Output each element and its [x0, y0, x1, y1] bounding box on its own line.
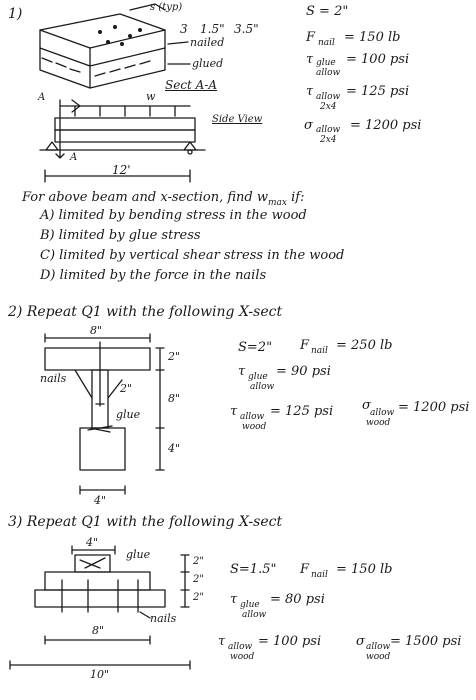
- q1-prompt-subscript: max: [267, 198, 287, 208]
- q2-sigma-value: = 1200 psi: [398, 400, 470, 415]
- q1-glue-value: = 100 psi: [346, 52, 410, 67]
- q1-item-a: A) limited by bending stress in the wood: [40, 208, 307, 223]
- q2-glue-label: glue: [116, 408, 141, 421]
- q2-cross-section: [45, 334, 164, 494]
- q2-bottom-width: 4": [94, 494, 107, 507]
- q1-section-mark-bottom: A: [70, 152, 78, 163]
- q3-sigma-subscript-2: wood: [366, 652, 391, 662]
- q1-dim-b: 1.5": [200, 22, 225, 36]
- q1-section-mark-top: A: [38, 92, 46, 103]
- q3-nails-label: nails: [150, 612, 177, 625]
- q3-spacing: S=1.5": [230, 562, 277, 577]
- q3-mid-width: 8": [92, 624, 105, 637]
- q3-bottom-width: 10": [90, 668, 110, 681]
- q1-load-w: w: [146, 90, 156, 103]
- q1-glue-subscript: glue: [316, 58, 336, 68]
- q3-tau-subscript-2: wood: [230, 652, 255, 662]
- q2-tau-value: = 125 psi: [270, 404, 334, 419]
- q3-cross-section: [10, 546, 190, 669]
- q2-sigma-subscript-2: wood: [366, 418, 391, 428]
- q2-fnail-value: = 250 lb: [336, 338, 393, 353]
- q1-item-d: D) limited by the force in the nails: [40, 268, 267, 283]
- q2-tau-symbol: τ: [230, 404, 238, 419]
- q1-sigma-symbol: σ: [304, 118, 313, 133]
- q1-sigma-subscript: allow: [316, 125, 341, 135]
- q1-nailed-label: nailed: [190, 36, 225, 49]
- q2-glue-subscript: glue: [248, 372, 268, 382]
- q1-item-c: C) limited by vertical shear stress in the wood: [40, 248, 345, 263]
- q2-glue-symbol: τ: [238, 364, 246, 379]
- q3-tau-subscript: allow: [228, 642, 253, 652]
- q3-depth-2: 2": [193, 574, 204, 585]
- q3-sigma-symbol: σ: [356, 634, 365, 649]
- q3-depth-1: 2": [193, 556, 204, 567]
- q2-nails-label: nails: [40, 372, 67, 385]
- q1-glued-label: glued: [192, 57, 224, 70]
- q1-tau-value: = 125 psi: [346, 84, 410, 99]
- q3-depth-3: 2": [193, 592, 204, 603]
- q3-sigma-value: = 1500 psi: [390, 634, 462, 649]
- q2-tau-subscript-2: wood: [242, 422, 267, 432]
- q3-fnail-symbol: F: [300, 562, 310, 577]
- q1-item-b: B) limited by glue stress: [40, 228, 201, 243]
- q1-sigma-subscript-2: 2x4: [320, 135, 337, 145]
- q1-isometric-beam: [40, 4, 190, 88]
- q2-web-thickness: 2": [120, 382, 133, 395]
- q3-sigma-subscript: allow: [366, 642, 391, 652]
- q1-prompt: [22, 190, 305, 208]
- q2-fnail-symbol: F: [300, 338, 310, 353]
- q1-dim-a: 3: [180, 22, 188, 36]
- q1-prompt-text: For above beam and x-section, find w: [22, 190, 268, 205]
- q3-fnail-subscript: nail: [311, 570, 328, 580]
- q1-dim-c: 3.5": [234, 22, 259, 36]
- q3-tau-symbol: τ: [218, 634, 226, 649]
- q1-tau-subscript: allow: [316, 92, 341, 102]
- q3-glue-subscript: glue: [240, 600, 260, 610]
- q3-fnail-value: = 150 lb: [336, 562, 393, 577]
- q1-fnail-subscript: nail: [318, 38, 335, 48]
- q2-tau-subscript: allow: [240, 412, 265, 422]
- q1-spacing-label: s (typ): [150, 2, 183, 13]
- q1-glue-subscript-2: allow: [316, 68, 341, 78]
- q1-glue-symbol: τ: [306, 52, 314, 67]
- q3-top-width: 4": [86, 536, 99, 549]
- q2-fnail-subscript: nail: [311, 346, 328, 356]
- q1-side-view-label: Side View: [212, 114, 263, 125]
- q2-depth-2: 8": [168, 392, 181, 405]
- q2-sigma-symbol: σ: [362, 398, 371, 413]
- q2-glue-subscript-2: allow: [250, 382, 275, 392]
- q1-section-label: Sect A-A: [165, 78, 218, 92]
- q1-tau-subscript-2: 2x4: [320, 102, 337, 112]
- q3-glue-label: glue: [126, 548, 151, 561]
- q3-heading: 3) Repeat Q1 with the following X-sect: [8, 514, 283, 530]
- q2-depth-3: 4": [168, 442, 181, 455]
- q3-glue-value: = 80 psi: [270, 592, 325, 607]
- q2-spacing: S=2": [238, 340, 273, 355]
- q2-top-width: 8": [90, 324, 103, 337]
- q1-prompt-tail: if:: [291, 190, 305, 205]
- q1-span-label: 12': [112, 163, 131, 177]
- q1-number: 1): [8, 6, 23, 22]
- q2-sigma-subscript: allow: [370, 408, 395, 418]
- q2-depth-1: 2": [168, 350, 181, 363]
- q3-glue-symbol: τ: [230, 592, 238, 607]
- q2-heading: 2) Repeat Q1 with the following X-sect: [8, 304, 283, 320]
- q1-spacing-value: S = 2": [306, 4, 349, 19]
- q1-tau-symbol: τ: [306, 84, 314, 99]
- q3-tau-value: = 100 psi: [258, 634, 322, 649]
- q2-glue-value: = 90 psi: [276, 364, 331, 379]
- q1-fnail-symbol: F: [306, 30, 316, 45]
- q1-fnail-value: = 150 lb: [344, 30, 401, 45]
- q3-glue-subscript-2: allow: [242, 610, 267, 620]
- q1-sigma-value: = 1200 psi: [350, 118, 422, 133]
